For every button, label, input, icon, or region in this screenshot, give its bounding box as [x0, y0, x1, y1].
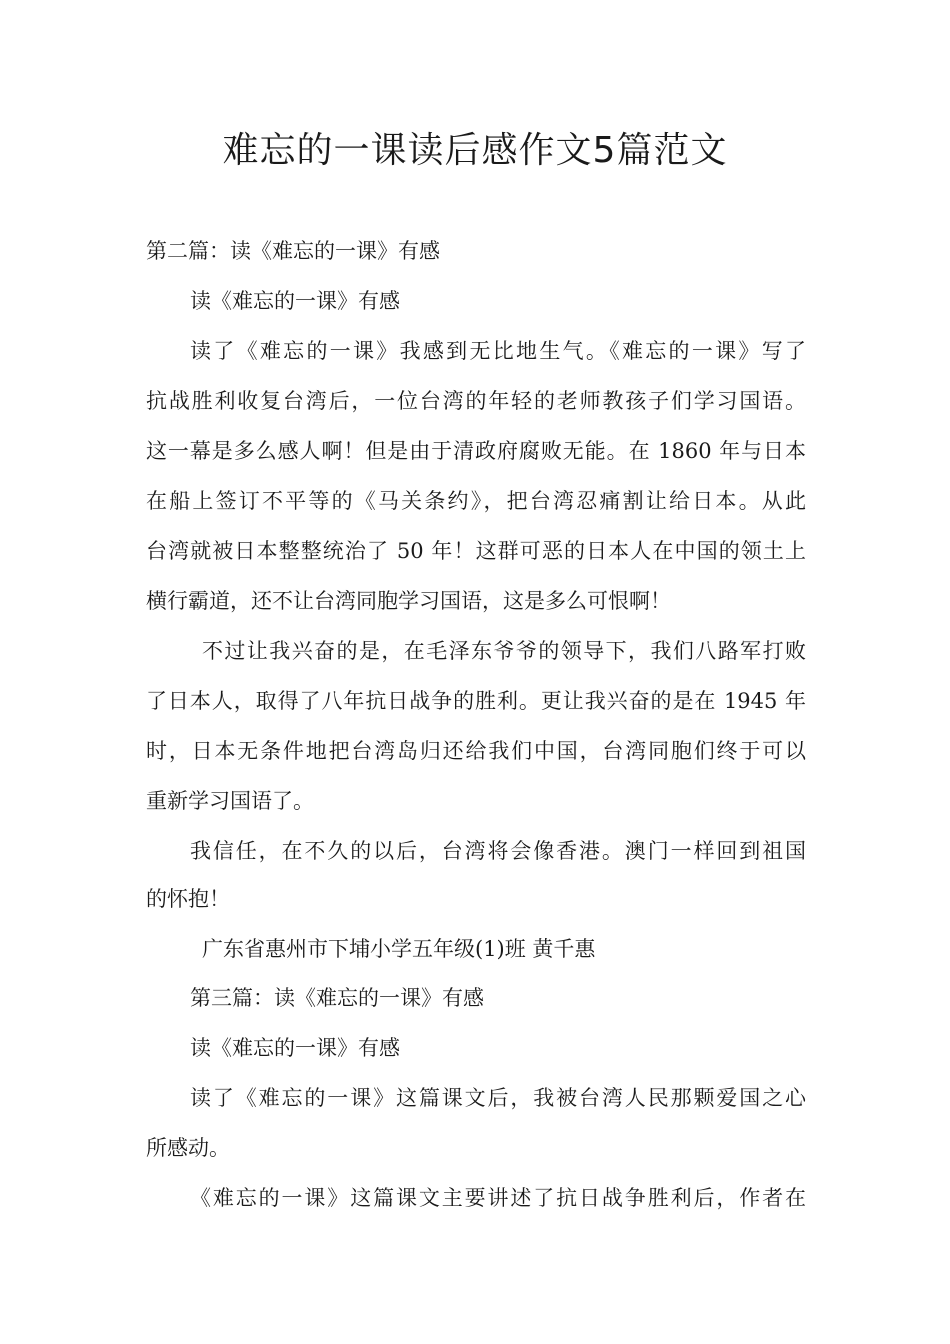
- paragraph-line: 抗战胜利收复台湾后，一位台湾的年轻的老师教孩子们学习国语。: [146, 389, 806, 413]
- paragraph-line: 读了《难忘的一课》我感到无比地生气。《难忘的一课》写了: [190, 339, 806, 363]
- paragraph-line: 读了《难忘的一课》这篇课文后，我被台湾人民那颗爱国之心: [190, 1086, 806, 1110]
- paragraph-line: 的怀抱！: [146, 887, 230, 911]
- paragraph-line: 在船上签订不平等的《马关条约》，把台湾忍痛割让给日本。从此: [146, 489, 806, 513]
- document-title: 难忘的一课读后感作文5篇范文: [222, 130, 728, 171]
- paragraph-line: 我信任，在不久的以后，台湾将会像香港。澳门一样回到祖国: [190, 839, 806, 863]
- section-subtitle-2: 读《难忘的一课》有感: [190, 289, 400, 313]
- paragraph-line: 所感动。: [146, 1136, 230, 1160]
- paragraph-line: 这一幕是多么感人啊！但是由于清政府腐败无能。在 1860 年与日本: [146, 439, 806, 463]
- paragraph-line: 不过让我兴奋的是，在毛泽东爷爷的领导下，我们八路军打败: [202, 639, 806, 663]
- paragraph-line: 《难忘的一课》这篇课文主要讲述了抗日战争胜利后，作者在: [190, 1186, 806, 1210]
- paragraph-line: 时，日本无条件地把台湾岛归还给我们中国，台湾同胞们终于可以: [146, 739, 806, 763]
- section-heading-3: 第三篇：读《难忘的一课》有感: [190, 986, 484, 1010]
- section-heading-2: 第二篇：读《难忘的一课》有感: [146, 239, 440, 263]
- paragraph-line: 台湾就被日本整整统治了 50 年！这群可恶的日本人在中国的领土上: [146, 539, 806, 563]
- paragraph-line: 了日本人，取得了八年抗日战争的胜利。更让我兴奋的是在 1945 年: [146, 689, 806, 713]
- paragraph-line: 重新学习国语了。: [146, 789, 314, 813]
- author-signature: 广东省惠州市下埔小学五年级(1)班 黄千惠: [202, 937, 596, 961]
- paragraph-line: 横行霸道，还不让台湾同胞学习国语，这是多么可恨啊！: [146, 589, 671, 613]
- section-subtitle-3: 读《难忘的一课》有感: [190, 1036, 400, 1060]
